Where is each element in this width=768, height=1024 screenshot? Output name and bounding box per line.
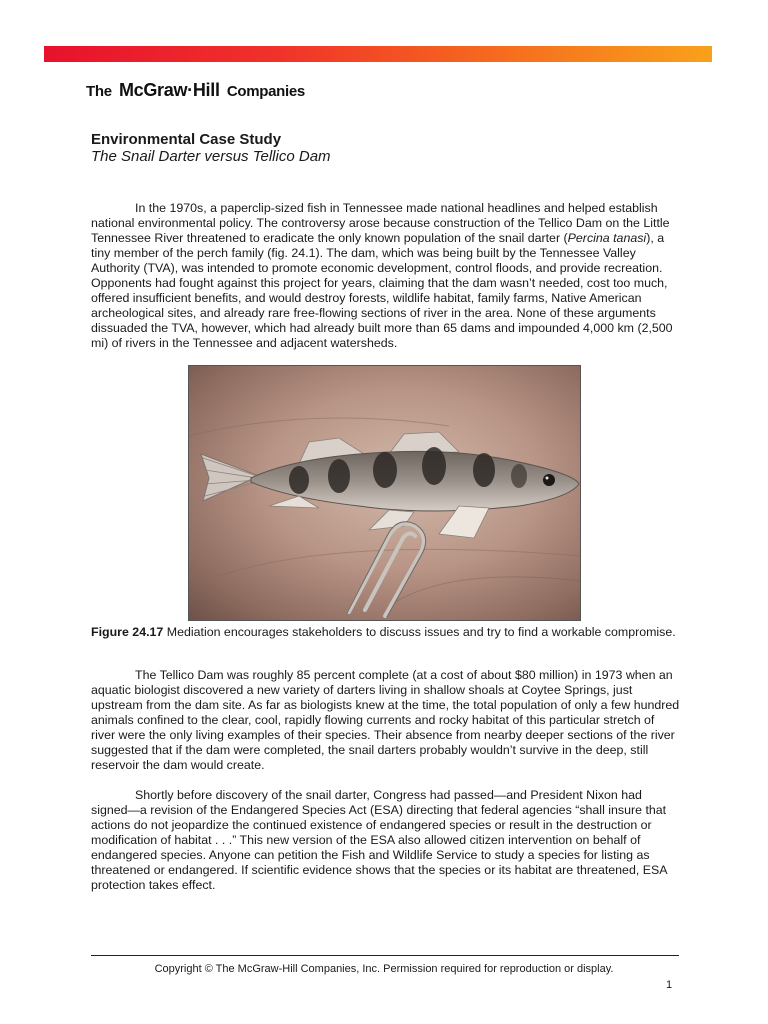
footer-divider [91, 955, 679, 956]
logo-companies: Companies [226, 83, 305, 100]
logo-the: The [86, 83, 112, 100]
figure-caption [91, 625, 681, 640]
paragraph-1 [91, 201, 681, 351]
copyright-notice: Copyright © The McGraw-Hill Companies, Inc. Permission required for reproduction or display. [154, 963, 614, 975]
paragraph-3-text: Shortly before discovery of the snail darter, Congress had passed—and President Nixon had signed—a revision of the Endangered Species Act (ESA) directing that federal agencies “shall insure that actions do not jeopardize the continued existence of endangered species or result in the destruction or modification of habitat . . .” This new version of the ESA also allowed citizen intervention on behalf of endangered species. Anyone can petition the Fish and Wildlife Service to study a species for listing as threatened or endangered. If scientific evidence shows that the species or its habitat are threatened, ESA protection takes effect. [91, 788, 667, 892]
page-number: 1 [666, 979, 673, 991]
paragraph-1-text-b: ), a tiny member of the perch family (fig. 24.1). The dam, which was being built by the Tennessee Valley Authority (TVA), was intended to promote economic development, control floods, and provide recreation. Opponents had fought against this project for years, claiming that the dam wasn’t needed, cost too much, offered insufficient benefits, and would destroy forests, wildlife habitat, family farms, Native American archeological sites, and already rare free-flowing sections of river in the area. None of these arguments dissuaded the TVA, however, which had already built more than 65 dams and impounded 4,000 km (2,500 mi) of rivers in the Tennessee and adjacent watersheds. [91, 231, 673, 350]
document-subtitle: The Snail Darter versus Tellico Dam [91, 148, 331, 165]
paragraph-2-text: The Tellico Dam was roughly 85 percent complete (at a cost of about $80 million) in 1973 when an aquatic biologist discovered a new variety of darters living in shallow shoals at Coytee Springs, just upstream from the dam site. As far as biologists knew at the time, the total population of only a few hundred animals confined to the clear, cool, rapidly flowing currents and rocky habitat of this particular stretch of river were the only living examples of their species. Their absence from nearby deeper sections of the river suggested that if the dam were completed, the snail darters probably wouldn’t survive in the deep, still reservoir the dam would create. [91, 668, 680, 772]
paragraph-2 [91, 668, 681, 773]
fish-and-paperclip-illustration [189, 366, 580, 620]
document-heading [91, 131, 331, 166]
paragraph-1-text-a: In the 1970s, a paperclip-sized fish in Tennessee made national headlines and helped establish national environmental policy. The controversy arose because construction of the Tellico Dam on the Little Tennessee River threatened to eradicate the only known population of the snail darter ( [91, 201, 670, 245]
paragraph-3 [91, 788, 681, 893]
mcgraw-hill-logo [86, 80, 305, 104]
figure-caption-text: Mediation encourages stakeholders to discuss issues and try to find a workable compromise. [163, 625, 676, 639]
document-title: Environmental Case Study [91, 131, 282, 148]
species-name: Percina tanasi [567, 231, 647, 245]
logo-name: McGraw·Hill [118, 80, 220, 100]
figure-label: Figure 24.17 [91, 625, 164, 639]
brand-color-bar [44, 46, 712, 62]
snail-darter-photo [188, 365, 581, 621]
